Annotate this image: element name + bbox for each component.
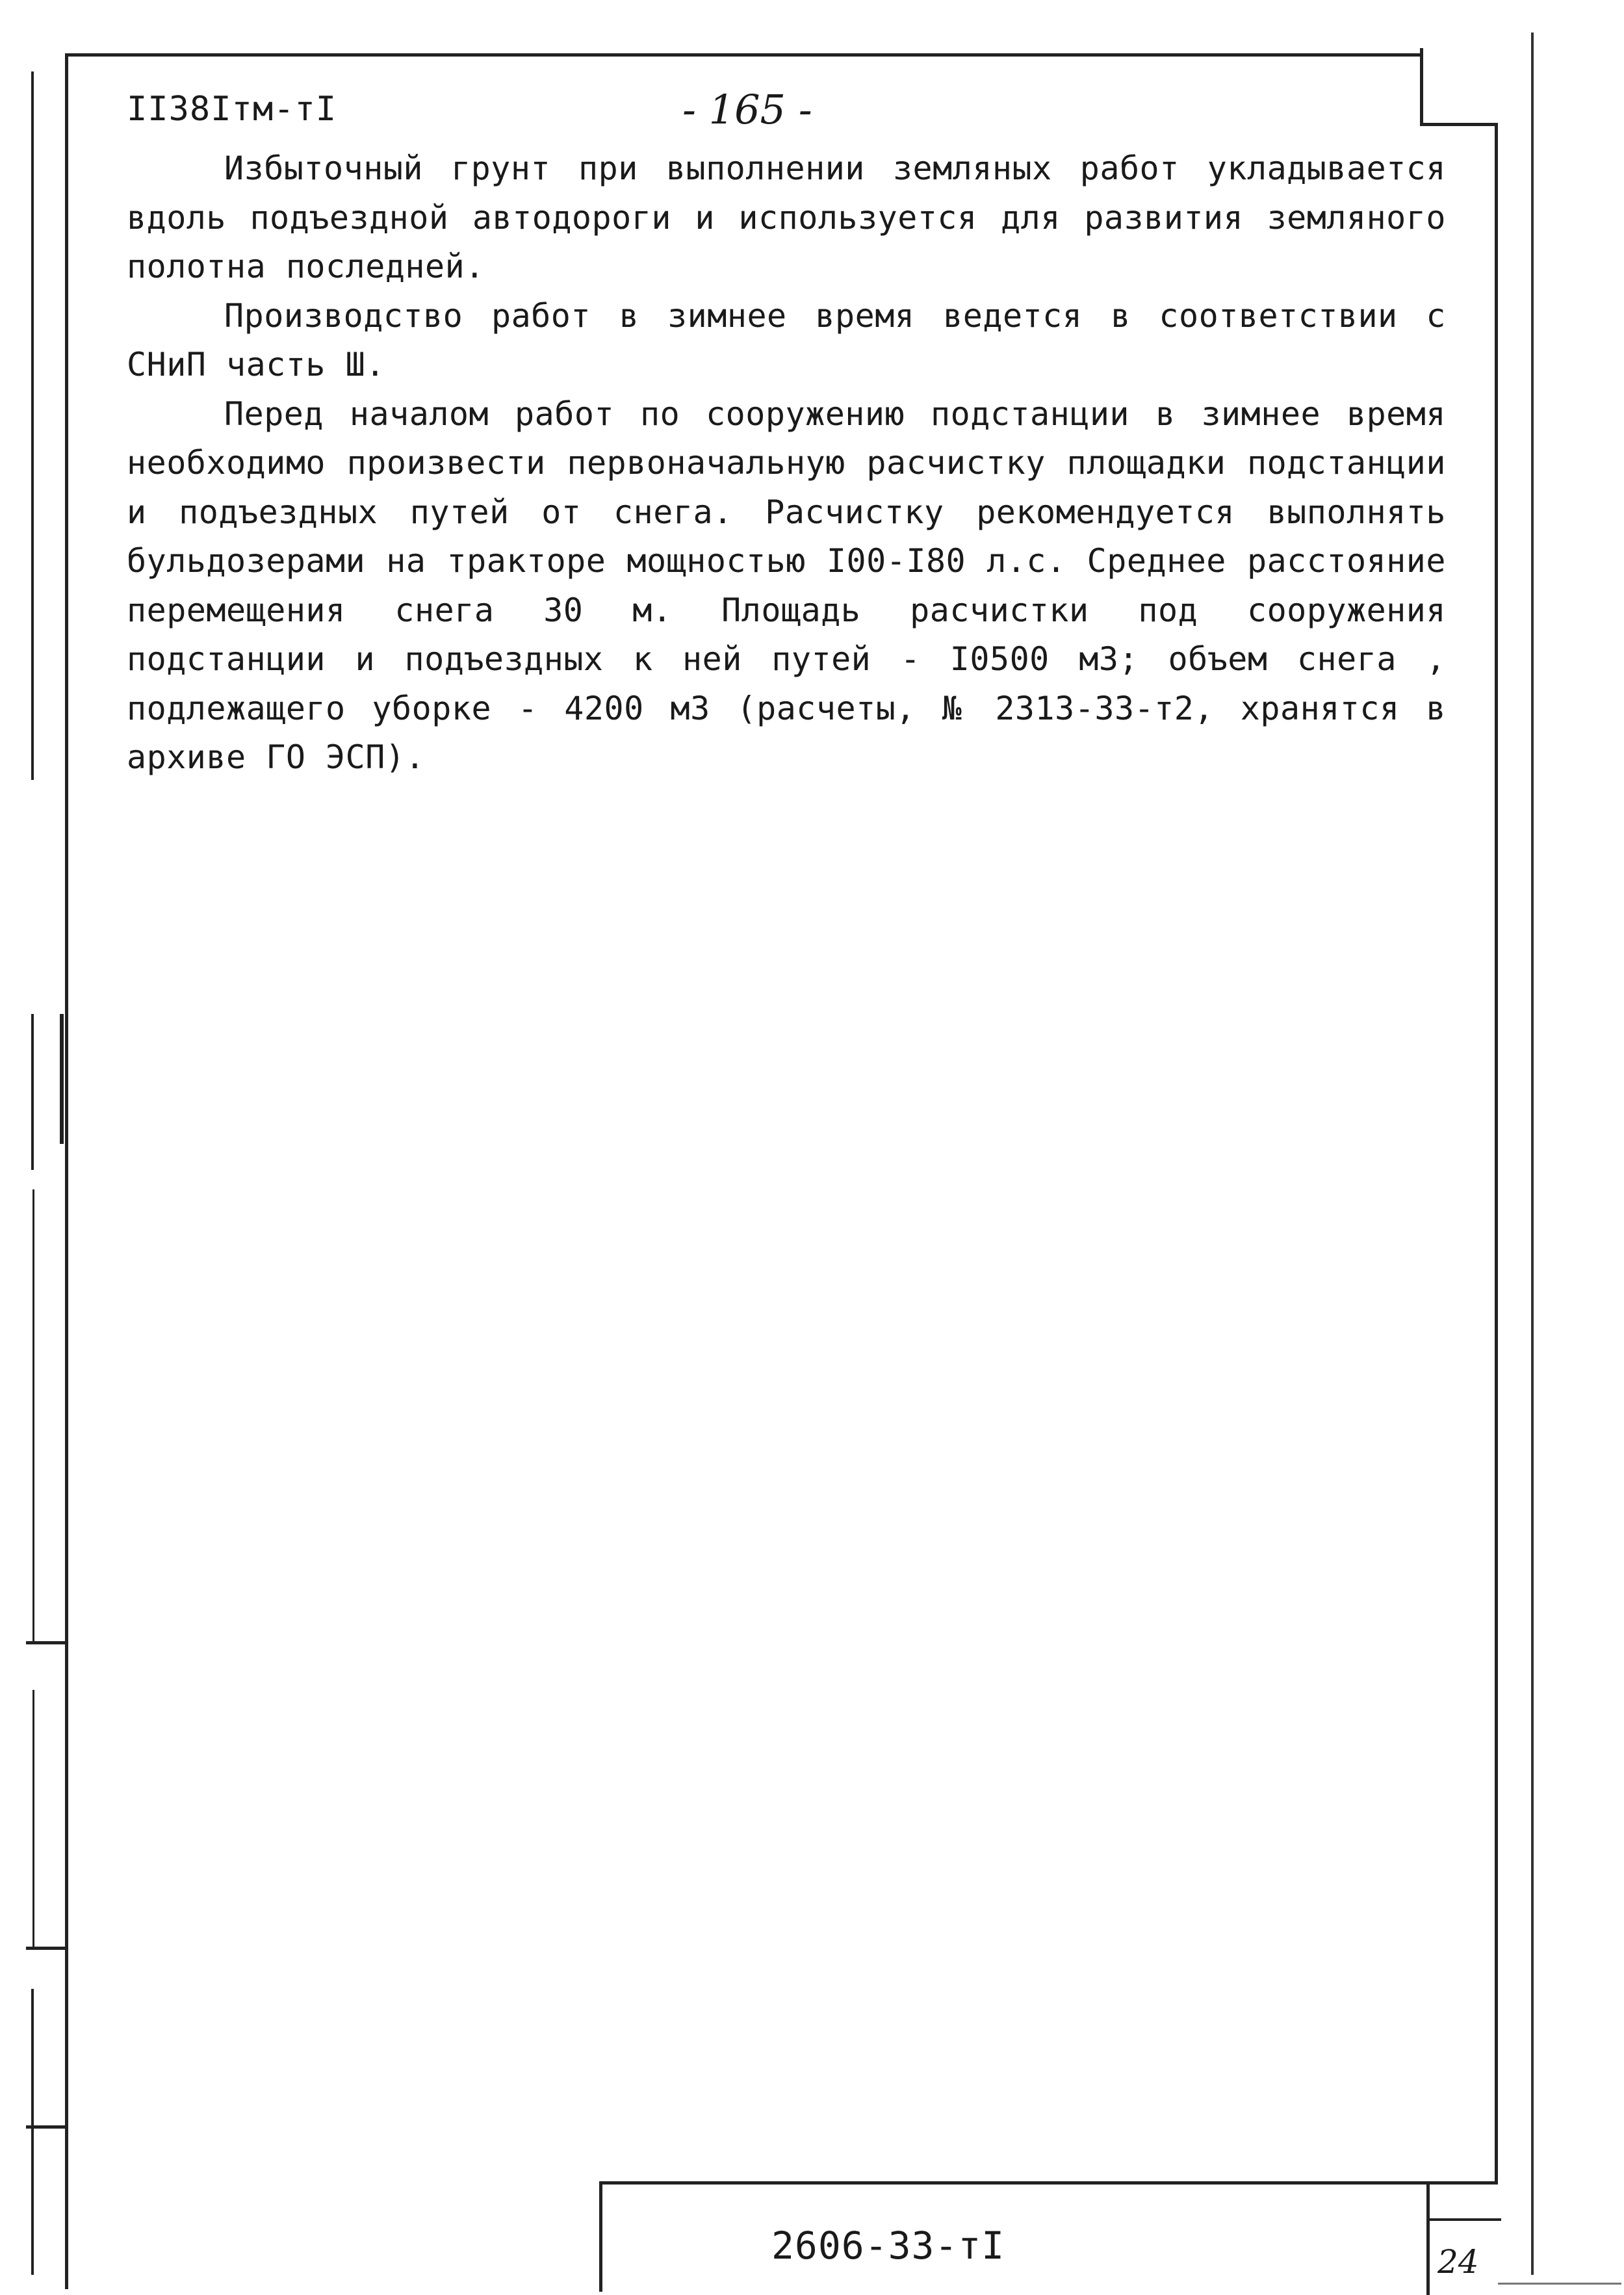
page-edge-line <box>1531 32 1534 2275</box>
binding-mark <box>32 1690 34 1950</box>
title-block-sheet-line <box>1426 2218 1501 2221</box>
title-block-doc-code: 2606-33-тI <box>771 2224 1005 2268</box>
binding-mark <box>31 1014 34 1170</box>
sheet-number: 24 <box>1437 2243 1479 2281</box>
binding-tick <box>26 2125 66 2129</box>
binding-mark <box>31 1989 34 2275</box>
paragraph: Производство работ в зимнее время ведется в соответствии с СНиП часть Ш. <box>127 296 1446 383</box>
document-id: II38Iтм-тI <box>127 90 337 129</box>
binding-tick <box>26 1947 66 1950</box>
body-text <box>127 144 1446 783</box>
corner-stamp-box <box>1420 48 1498 126</box>
page-number: - 165 - <box>682 86 812 133</box>
title-block-divider <box>1426 2185 1430 2295</box>
paragraph: Перед началом работ по сооружению подстанции в зимнее время необходимо произвести первоначальную расчистку площадки подстанции и подъездных путей от снега. Расчистку рекомендуется выполнять бульдозерами на тракторе мощностью I00-I80 л.с. Среднее расстояние перемещения снега 30 м. Площадь расчистки под сооружения подстанции и подъездных к ней путей - I0500 м3; объем снега , подлежащего уборке - 4200 м3 (расчеты, № 2313-33-т2, хранятся в архиве ГО ЭСП). <box>127 395 1446 776</box>
binding-tick <box>60 1014 64 1144</box>
paragraph: Избыточный грунт при выполнении земляных работ укладывается вдоль подъездной автодороги и используется для развития земляного полотна последней. <box>127 149 1446 285</box>
binding-tick <box>26 1641 66 1644</box>
binding-mark <box>31 71 34 780</box>
title-block <box>599 2181 1498 2292</box>
binding-mark <box>32 1189 34 1644</box>
